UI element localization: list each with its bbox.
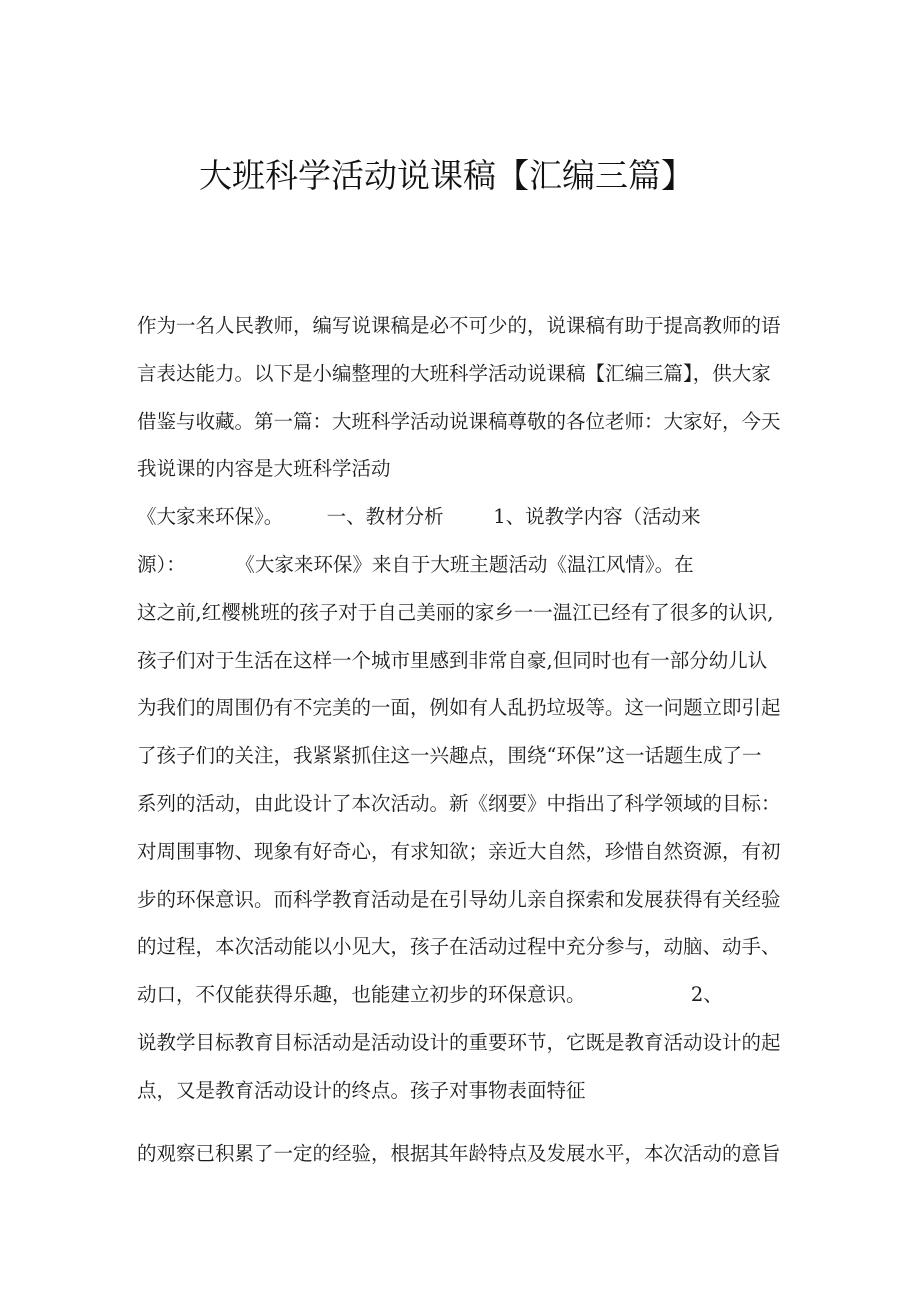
paragraph-line: 《大家来环保》。 一、教材分析 1、说教学内容（活动来 bbox=[137, 505, 701, 528]
paragraph-line: 对周围事物、现象有好奇心，有求知欲；亲近大自然，珍惜自然资源，有初 bbox=[137, 840, 781, 863]
paragraph-line: 作为一名人民教师，编写说课稿是必不可少的，说课稿有助于提高教师的语 bbox=[137, 314, 781, 337]
paragraph-line: 系列的活动，由此设计了本次活动。新《纲要》中指出了科学领域的目标： bbox=[137, 792, 781, 815]
paragraph-line: 孩子们对于生活在这样一个城市里感到非常自豪,但同时也有一部分幼儿认 bbox=[137, 649, 768, 672]
paragraph-line: 借鉴与收藏。第一篇：大班科学活动说课稿尊敬的各位老师：大家好，今天 bbox=[137, 410, 781, 433]
paragraph-line: 了孩子们的关注，我紧紧抓住这一兴趣点，围绕“环保”这一话题生成了一 bbox=[137, 744, 762, 767]
paragraph-line: 源）： 《大家来环保》来自于大班主题活动《温江风情》。在 bbox=[137, 553, 694, 576]
paragraph-line: 言表达能力。以下是小编整理的大班科学活动说课稿【汇编三篇】，供大家 bbox=[137, 362, 771, 385]
paragraph-line: 说教学目标教育目标活动是活动设计的重要环节，它既是教育活动设计的起 bbox=[137, 1031, 781, 1054]
paragraph-line: 我说课的内容是大班科学活动 bbox=[137, 457, 391, 480]
paragraph-line: 的过程，本次活动能以小见大，孩子在活动过程中充分参与，动脑、动手、 bbox=[137, 935, 781, 958]
paragraph-line: 步的环保意识。而科学教育活动是在引导幼儿亲自探索和发展获得有关经验 bbox=[137, 888, 781, 911]
paragraph-line: 点，又是教育活动设计的终点。孩子对事物表面特征 bbox=[137, 1079, 586, 1102]
document-title: 大班科学活动说课稿【汇编三篇】 bbox=[199, 156, 694, 195]
paragraph-line: 动口，不仅能获得乐趣，也能建立初步的环保意识。 2、 bbox=[137, 983, 723, 1006]
paragraph-line: 的观察已积累了一定的经验，根据其年龄特点及发展水平，本次活动的意旨 bbox=[137, 1142, 781, 1165]
paragraph-line: 为我们的周围仍有不完美的一面，例如有人乱扔垃圾等。这一问题立即引起 bbox=[137, 696, 781, 719]
paragraph-line: 这之前,红樱桃班的孩子对于自己美丽的家乡一一温江已经有了很多的认识, bbox=[137, 601, 774, 624]
